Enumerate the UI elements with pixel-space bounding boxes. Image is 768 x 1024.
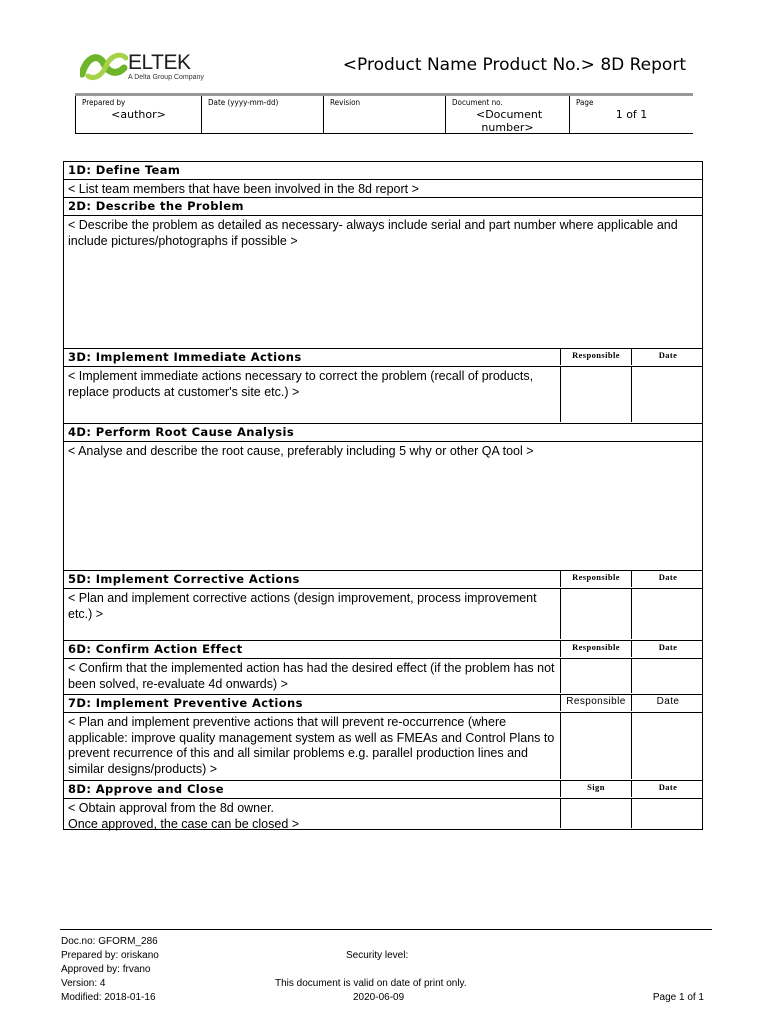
footer-page-number: Page 1 of 1 bbox=[652, 992, 704, 1003]
sign-header: Sign bbox=[587, 782, 605, 792]
responsible-header: Responsible bbox=[566, 696, 626, 707]
section-1d-body[interactable] bbox=[63, 179, 703, 198]
section-5d-responsible-col bbox=[560, 570, 631, 587]
section-6d-responsible-col bbox=[560, 640, 631, 657]
footer-approved-by: Approved by: frvano bbox=[61, 964, 151, 975]
section-8d-header bbox=[63, 780, 703, 799]
footer-validity-note: This document is valid on date of print only. bbox=[275, 978, 467, 989]
section-7d-responsible-cell[interactable] bbox=[560, 712, 631, 779]
section-7d-text[interactable]: < Plan and implement preventive actions that will prevent re-occurrence (where applicable: improve quality management system as well as FMEAs and Control Plans to prevent recurrence of this and all similar problems e.g. parallel production lines and similar designs/products) > bbox=[68, 715, 555, 776]
section-2d-body[interactable] bbox=[63, 215, 703, 349]
section-8d-text-line2[interactable]: Once approved, the case can be closed > bbox=[68, 816, 300, 831]
footer-modified: Modified: 2018-01-16 bbox=[61, 992, 156, 1003]
section-4d-text[interactable]: < Analyse and describe the root cause, preferably including 5 why or other QA tool > bbox=[68, 444, 534, 458]
section-5d-date-col bbox=[631, 570, 704, 587]
section-5d-title: 5D: Implement Corrective Actions bbox=[68, 572, 300, 586]
section-6d-date-col bbox=[631, 640, 704, 657]
section-3d-header bbox=[63, 348, 703, 367]
section-6d-header bbox=[63, 640, 703, 659]
section-6d-responsible-cell[interactable] bbox=[560, 658, 631, 693]
section-7d-date-col bbox=[631, 694, 704, 711]
footer-version: Version: 4 bbox=[61, 978, 106, 989]
date-header: Date bbox=[656, 696, 680, 707]
section-6d-text[interactable]: < Confirm that the implemented action has had the desired effect (if the problem has not been solved, re-evaluate 4d onwards) > bbox=[68, 661, 555, 691]
section-8d-body[interactable] bbox=[63, 798, 703, 830]
document-no-label: Document no. bbox=[452, 98, 503, 107]
prepared-by-label: Prepared by bbox=[82, 98, 126, 107]
section-7d-header bbox=[63, 694, 703, 713]
section-8d-text-line1[interactable]: < Obtain approval from the 8d owner. bbox=[68, 801, 275, 815]
footer-prepared-by: Prepared by: oriskano bbox=[61, 950, 159, 961]
logo-brand: ELTEK bbox=[128, 51, 191, 74]
section-8d-title: 8D: Approve and Close bbox=[68, 782, 224, 796]
logo-mark-icon bbox=[80, 46, 128, 84]
section-8d-date-cell[interactable] bbox=[631, 798, 704, 828]
logo-tagline: A Delta Group Company bbox=[128, 74, 204, 81]
footer-security-level: Security level: bbox=[346, 950, 409, 961]
responsible-header: Responsible bbox=[572, 350, 620, 360]
section-7d-date-cell[interactable] bbox=[631, 712, 704, 779]
responsible-header: Responsible bbox=[572, 572, 620, 582]
section-7d-body[interactable] bbox=[63, 712, 703, 781]
section-3d-text[interactable]: < Implement immediate actions necessary to correct the problem (recall of products, replace products at customer's site etc.) > bbox=[68, 369, 534, 399]
section-3d-responsible-cell[interactable] bbox=[560, 366, 631, 422]
section-2d-title: 2D: Describe the Problem bbox=[68, 199, 244, 213]
section-8d-sign-col bbox=[560, 780, 631, 797]
section-5d-header bbox=[63, 570, 703, 589]
section-7d-responsible-col bbox=[560, 694, 631, 711]
page-footer bbox=[60, 929, 712, 1010]
date-header: Date bbox=[658, 782, 678, 792]
section-7d-title: 7D: Implement Preventive Actions bbox=[68, 696, 303, 710]
section-3d-date-cell[interactable] bbox=[631, 366, 704, 422]
section-1d-text[interactable]: < List team members that have been involved in the 8d report > bbox=[68, 182, 419, 196]
section-5d-responsible-cell[interactable] bbox=[560, 588, 631, 639]
page-label: Page bbox=[576, 98, 594, 107]
section-3d-responsible-col bbox=[560, 348, 631, 365]
responsible-header: Responsible bbox=[572, 642, 620, 652]
meta-date bbox=[201, 96, 323, 134]
section-3d-body[interactable] bbox=[63, 366, 703, 424]
section-3d-title: 3D: Implement Immediate Actions bbox=[68, 350, 302, 364]
section-6d-date-cell[interactable] bbox=[631, 658, 704, 693]
prepared-by-value[interactable]: <author> bbox=[111, 108, 166, 121]
date-label: Date (yyyy-mm-dd) bbox=[208, 98, 279, 107]
footer-print-date: 2020-06-09 bbox=[353, 992, 405, 1003]
section-3d-date-col bbox=[631, 348, 704, 365]
section-1d-title: 1D: Define Team bbox=[68, 163, 181, 177]
document-meta-table bbox=[75, 93, 693, 137]
meta-page bbox=[569, 96, 693, 134]
section-8d-sign-cell[interactable] bbox=[560, 798, 631, 828]
date-header: Date bbox=[658, 572, 678, 582]
page-value: 1 of 1 bbox=[615, 108, 648, 121]
section-6d-title: 6D: Confirm Action Effect bbox=[68, 642, 243, 656]
revision-label: Revision bbox=[330, 98, 361, 107]
document-no-value[interactable]: <Document number> bbox=[476, 108, 543, 134]
meta-prepared-by bbox=[75, 96, 201, 134]
eltek-logo bbox=[80, 46, 220, 86]
section-2d-text[interactable]: < Describe the problem as detailed as necessary- always include serial and part number where applicable and include pictures/photographs if possible > bbox=[68, 218, 678, 248]
section-6d-body[interactable] bbox=[63, 658, 703, 695]
report-title: <Product Name Product No.> 8D Report bbox=[342, 55, 686, 75]
section-1d-header bbox=[63, 161, 703, 180]
section-8d-date-col bbox=[631, 780, 704, 797]
section-2d-header bbox=[63, 197, 703, 216]
section-4d-title: 4D: Perform Root Cause Analysis bbox=[68, 425, 295, 439]
footer-doc-no: Doc.no: GFORM_286 bbox=[61, 936, 158, 947]
date-header: Date bbox=[658, 642, 678, 652]
date-header: Date bbox=[658, 350, 678, 360]
section-5d-body[interactable] bbox=[63, 588, 703, 641]
section-4d-body[interactable] bbox=[63, 441, 703, 571]
section-5d-text[interactable]: < Plan and implement corrective actions (design improvement, process improvement etc.) > bbox=[68, 591, 537, 621]
section-4d-header bbox=[63, 423, 703, 442]
section-5d-date-cell[interactable] bbox=[631, 588, 704, 639]
meta-revision bbox=[323, 96, 445, 134]
meta-document-no bbox=[445, 96, 569, 134]
